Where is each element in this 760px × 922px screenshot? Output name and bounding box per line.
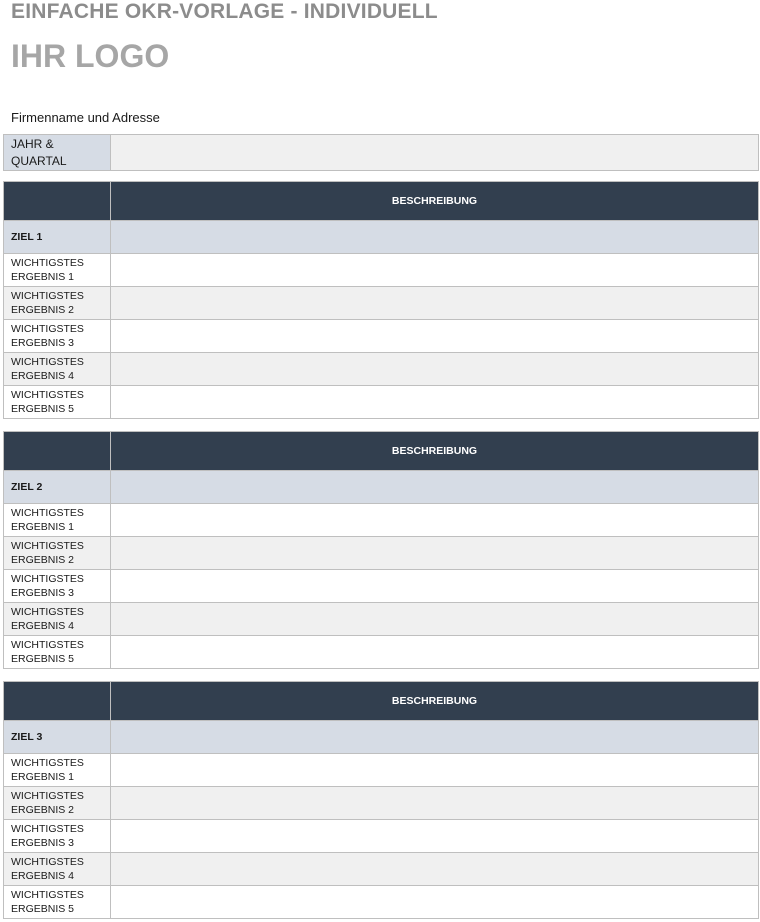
key-result-field[interactable]: [111, 287, 759, 320]
key-result-label: WICHTIGSTES ERGEBNIS 1: [4, 754, 111, 787]
objective-table-2: [3, 431, 759, 669]
key-result-field[interactable]: [111, 570, 759, 603]
header-blank-cell: [4, 182, 111, 221]
key-result-field[interactable]: [111, 886, 759, 919]
key-result-label: WICHTIGSTES ERGEBNIS 1: [4, 504, 111, 537]
key-result-label: WICHTIGSTES ERGEBNIS 4: [4, 853, 111, 886]
key-result-label: WICHTIGSTES ERGEBNIS 2: [4, 787, 111, 820]
description-header: BESCHREIBUNG: [111, 682, 759, 721]
goal-label: ZIEL 2: [4, 471, 111, 504]
header-blank-cell: [4, 682, 111, 721]
goal-description-field[interactable]: [111, 221, 759, 254]
key-result-label: WICHTIGSTES ERGEBNIS 4: [4, 603, 111, 636]
year-quarter-table: [3, 134, 759, 171]
key-result-label: WICHTIGSTES ERGEBNIS 3: [4, 320, 111, 353]
key-result-field[interactable]: [111, 636, 759, 669]
description-header: BESCHREIBUNG: [111, 182, 759, 221]
page-title: EINFACHE OKR-VORLAGE - INDIVIDUELL: [11, 0, 438, 23]
key-result-field[interactable]: [111, 537, 759, 570]
key-result-label: WICHTIGSTES ERGEBNIS 3: [4, 820, 111, 853]
company-name-label: Firmenname und Adresse: [11, 110, 160, 125]
key-result-field[interactable]: [111, 820, 759, 853]
key-result-label: WICHTIGSTES ERGEBNIS 2: [4, 537, 111, 570]
key-result-label: WICHTIGSTES ERGEBNIS 2: [4, 287, 111, 320]
key-result-field[interactable]: [111, 504, 759, 537]
key-result-label: WICHTIGSTES ERGEBNIS 5: [4, 636, 111, 669]
goal-label: ZIEL 1: [4, 221, 111, 254]
objective-table-3: [3, 681, 759, 919]
year-quarter-label: [4, 135, 111, 171]
goal-label: ZIEL 3: [4, 721, 111, 754]
goal-description-field[interactable]: [111, 471, 759, 504]
key-result-field[interactable]: [111, 603, 759, 636]
key-result-label: WICHTIGSTES ERGEBNIS 4: [4, 353, 111, 386]
key-result-field[interactable]: [111, 386, 759, 419]
key-result-label: WICHTIGSTES ERGEBNIS 1: [4, 254, 111, 287]
key-result-label: WICHTIGSTES ERGEBNIS 5: [4, 886, 111, 919]
year-quarter-field[interactable]: [111, 135, 759, 171]
objective-table-1: [3, 181, 759, 419]
key-result-field[interactable]: [111, 254, 759, 287]
year-quarter-label-line1: JAHR &: [11, 136, 54, 151]
logo-placeholder: IHR LOGO: [11, 38, 170, 74]
key-result-field[interactable]: [111, 353, 759, 386]
key-result-label: WICHTIGSTES ERGEBNIS 5: [4, 386, 111, 419]
header-blank-cell: [4, 432, 111, 471]
key-result-label: WICHTIGSTES ERGEBNIS 3: [4, 570, 111, 603]
key-result-field[interactable]: [111, 853, 759, 886]
description-header: BESCHREIBUNG: [111, 432, 759, 471]
key-result-field[interactable]: [111, 754, 759, 787]
goal-description-field[interactable]: [111, 721, 759, 754]
key-result-field[interactable]: [111, 787, 759, 820]
key-result-field[interactable]: [111, 320, 759, 353]
year-quarter-label-line2: QUARTAL: [11, 153, 67, 168]
